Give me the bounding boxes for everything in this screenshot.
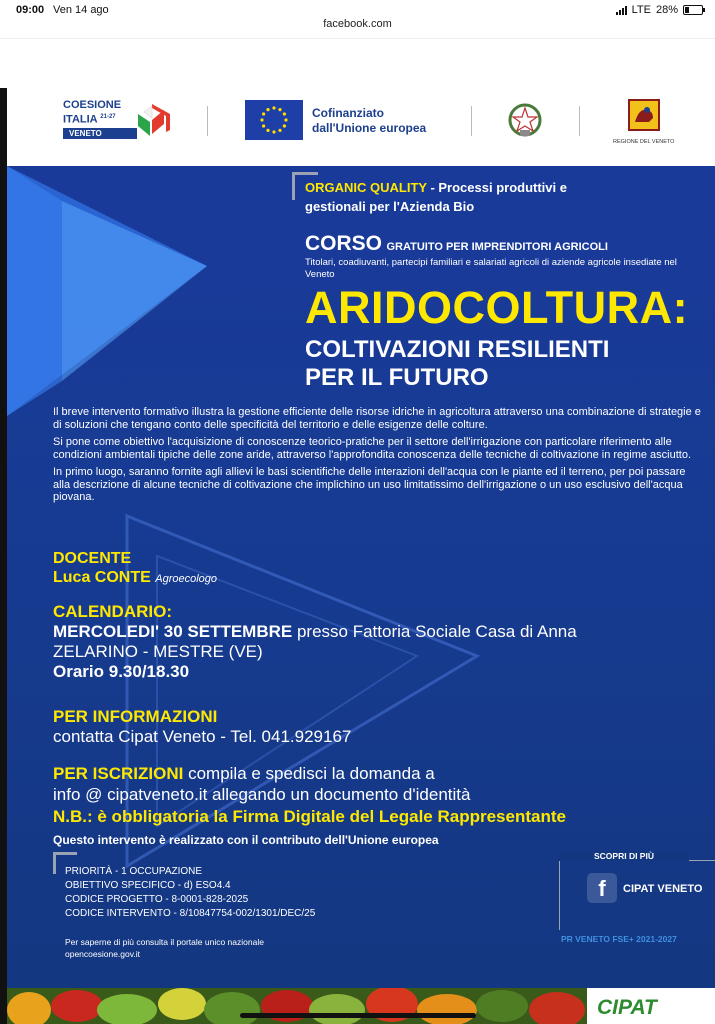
logo-strip [7,88,715,166]
status-right [616,4,703,16]
url-text[interactable]: facebook.com [323,18,392,30]
portal-link[interactable]: opencoesione.gov.it [65,949,140,959]
registration-text: compila e spedisci la domanda a [183,764,435,783]
pr-veneto-label: PR VENETO FSE+ 2021-2027 [561,934,677,944]
calendar-day: MERCOLEDI' 30 SETTEMBRE [53,622,293,641]
facebook-page-name[interactable]: CIPAT VENETO [623,883,703,895]
cipat-logo [587,988,715,1024]
code-line: PRIORITÀ - 1 OCCUPAZIONE [65,866,203,877]
registration-email: info @ cipatveneto.it allegando un documento d'identità [53,785,471,804]
code-line: OBIETTIVO SPECIFICO - d) ESO4.4 [65,880,231,891]
left-edge-bar [0,88,7,1024]
teacher-role: Agroecologo [155,573,218,585]
info-section [53,707,351,747]
organic-quality-title [305,178,567,216]
coesione-years: 21-27 [100,114,116,120]
description-paragraph: Si pone come obiettivo l'acquisizione di conoscenze teorico-pratiche per il settore dell'irrigazione con particolare riferimento alle condizioni ambientali tipiche delle zone aride, attraverso l'approfondita conoscenza delle tecniche di coltivazione in regime asciutto. [53,436,692,461]
calendar-time: Orario 9.30/18.30 [53,662,190,681]
italian-republic-emblem-icon [507,100,543,140]
facebook-icon[interactable]: f [587,873,617,903]
battery-label: 28% [655,4,678,16]
lion-of-st-mark-icon [627,98,661,132]
eu-line2: dall'Unione europea [312,121,427,135]
organic-quality-rest: - Processi produttivi e [426,180,567,195]
coesione-mark-icon [134,100,174,138]
status-date: Ven 14 ago [53,4,109,16]
eu-flag-icon [245,100,303,140]
course-title: ARIDOCOLTURA: [305,282,689,333]
signal-icon [616,5,627,15]
discover-more-box[interactable] [559,846,715,936]
cipat-logo-text: CIPAT [597,996,657,1019]
digital-signature-note: N.B.: è obbligatoria la Firma Digitale del Legale Rappresentante [53,807,566,826]
battery-icon [683,5,703,15]
description-paragraph: Il breve intervento formativo illustra la gestione efficiente delle risorse idriche in agricoltura attraverso una combinazione di strategie e di soluzioni che tengano conto delle specificità del territorio e delle esigenze delle colture. [53,406,701,431]
corso-subtitle: GRATUITO PER IMPRENDITORI AGRICOLI [386,241,608,253]
coesione-line1: COESIONE [63,99,122,111]
registration-label: PER ISCRIZIONI [53,764,184,783]
calendar-place: presso Fattoria Sociale Casa di Anna [292,622,577,641]
url-bar[interactable] [0,18,715,38]
info-label: PER INFORMAZIONI [53,707,218,726]
course-description [53,406,703,509]
organic-quality-label: ORGANIC QUALITY [305,180,427,195]
info-contact: contatta Cipat Veneto - Tel. 041.929167 [53,727,352,746]
subtitle-line1: COLTIVAZIONI RESILIENTI [305,336,610,363]
eu-line1: Cofinanziato [312,106,384,120]
teacher-section [53,549,217,589]
vegetables-photo [7,988,587,1024]
coesione-italia: ITALIA [63,113,98,126]
registration-section [53,763,470,805]
network-label: LTE [631,4,651,16]
coesione-line2 [63,111,137,126]
description-paragraph: In primo luogo, saranno fornite agli allievi le basi scientifiche delle interazioni dell'acqua con le piante ed il terreno, per poi passare alla descrizione di alcune tecniche di coltivazione che implichino un uso limitatissimo dell'irrigazione o un uso esclusivo dell'acqua piovana. [53,466,686,503]
divider [579,106,580,136]
teacher-label: DOCENTE [53,550,132,567]
organic-quality-line2: gestionali per l'Azienda Bio [305,199,475,214]
calendar-city: ZELARINO - MESTRE (VE) [53,642,263,661]
status-time: 09:00 [16,4,45,16]
calendar-section [53,602,577,682]
page-header-blank [0,38,715,90]
course-poster [7,166,715,988]
course-heading [305,232,695,281]
teacher-name: Luca CONTE [53,569,151,586]
divider [471,106,472,136]
corso-label: CORSO [305,232,383,255]
discover-frame [559,860,715,930]
calendar-label: CALENDARIO: [53,602,172,621]
coesione-italia-logo [63,99,137,139]
project-codes [65,865,315,921]
portal-line1: Per saperne di più consulta il portale unico nazionale [65,937,264,947]
coesione-region: VENETO [63,128,137,139]
opencoesione-note [65,936,264,960]
status-bar [0,0,715,20]
discover-label: SCOPRI DI PIÙ [559,851,689,861]
divider [207,106,208,136]
subtitle-line2: PER IL FUTURO [305,364,489,391]
regione-veneto-logo [613,98,674,145]
code-line: CODICE INTERVENTO - 8/10847754-002/1301/DEC/25 [65,908,316,919]
eu-contribution-note: Questo intervento è realizzato con il contributo dell'Unione europea [53,833,439,847]
course-subtitle [305,336,609,392]
code-line: CODICE PROGETTO - 8-0001-828-2025 [65,894,249,905]
regione-label: REGIONE DEL VENETO [613,139,675,145]
home-indicator[interactable] [240,1013,476,1018]
eu-cofinanced-text [312,106,426,136]
corso-description: Titolari, coadiuvanti, partecipi familiari e salariati agricoli di aziende agricole insediate nel Veneto [305,257,677,280]
